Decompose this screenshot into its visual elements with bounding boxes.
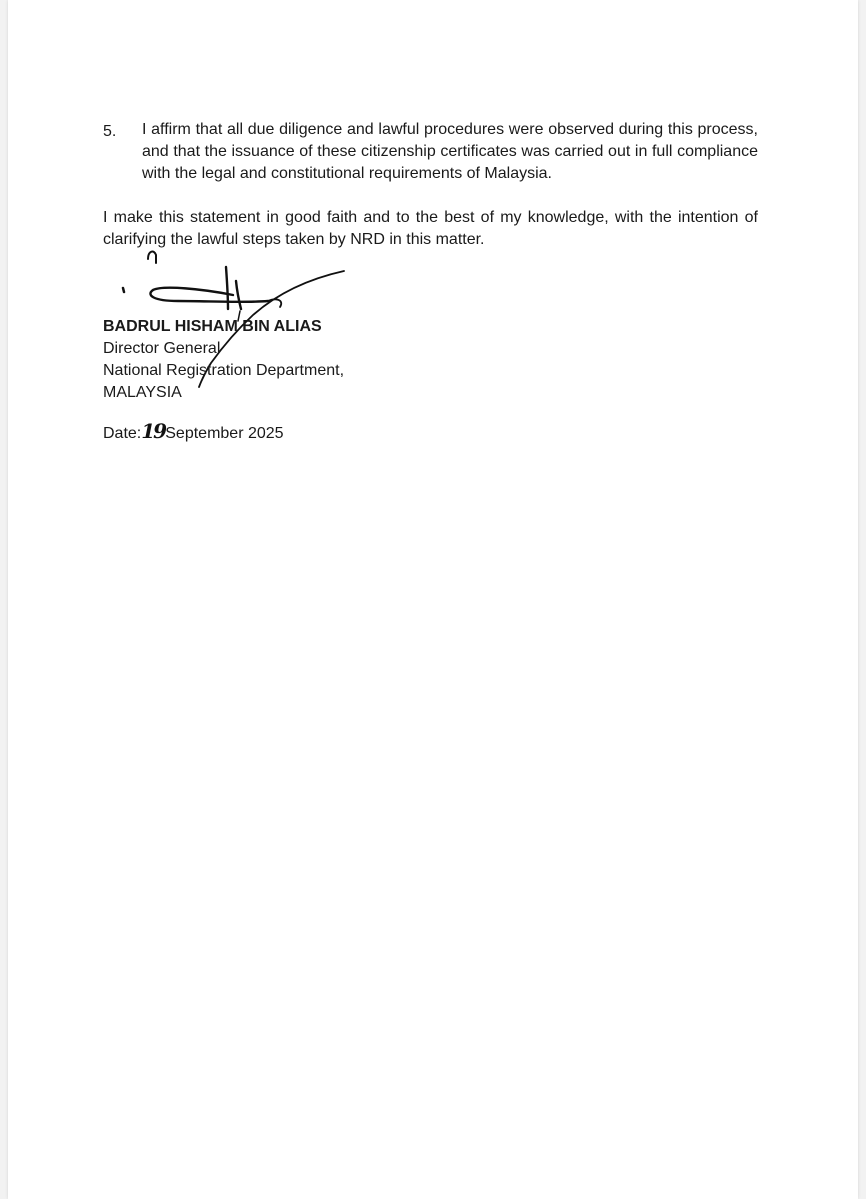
date-day-handwritten: 19 (141, 419, 166, 443)
date-label: Date: (103, 425, 142, 442)
date-line (103, 420, 284, 445)
date-month-year: September 2025 (165, 425, 284, 442)
signatory-country: MALAYSIA (103, 384, 182, 401)
signature-block (103, 316, 344, 404)
paragraph-5-text: I affirm that all due diligence and lawful procedures were observed during this process, and that the issuance of these citizenship certificates was carried out in full compliance with the legal and constitutional requirements of Malaysia. (142, 121, 758, 182)
signatory-title: Director General (103, 340, 221, 357)
good-faith-statement: I make this statement in good faith and to the best of my knowledge, with the intention of clarifying the lawful steps taken by NRD in this matter. (103, 209, 758, 248)
document-page (8, 0, 858, 1199)
signatory-department: National Registration Department, (103, 362, 345, 379)
signatory-name: BADRUL HISHAM BIN ALIAS (103, 318, 322, 335)
paragraph-number: 5. (103, 123, 117, 140)
